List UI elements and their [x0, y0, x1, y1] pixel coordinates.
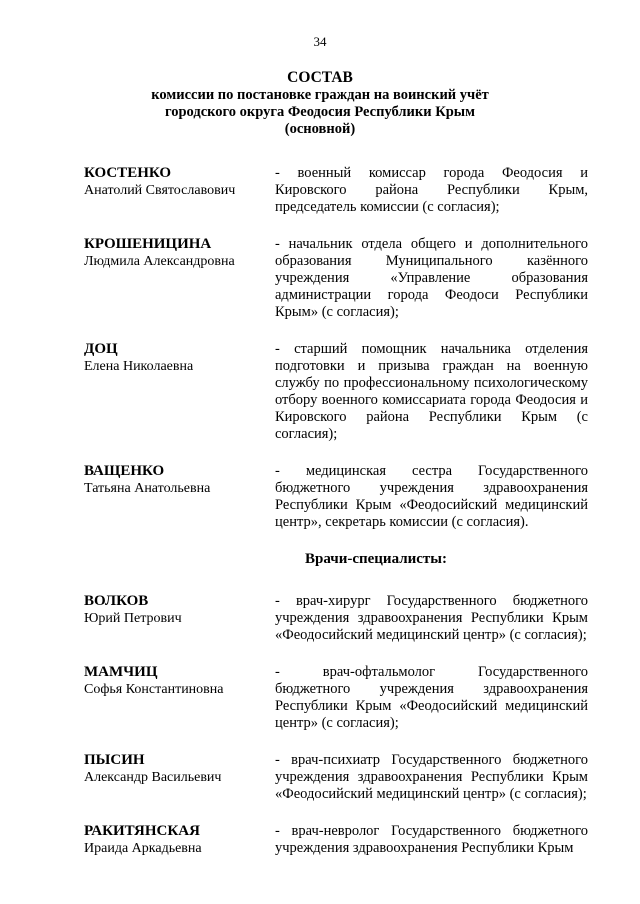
member-entry — [84, 165, 588, 216]
member-role: - врач-офтальмолог Государственного бюджетного учреждения здравоохранения Республики Крым «Феодосийский медицинский центр» (с согласия); — [275, 664, 588, 731]
commission-members-list — [84, 165, 588, 877]
document-title: СОСТАВ — [287, 69, 353, 86]
member-entry — [84, 593, 588, 644]
member-entry — [84, 664, 588, 732]
section-heading-specialists: Врачи-специалисты: — [304, 551, 447, 567]
member-name — [84, 236, 269, 321]
member-entry — [84, 823, 588, 857]
member-given-name: Анатолий Святославович — [84, 183, 236, 198]
member-surname: РАКИТЯНСКАЯ — [84, 823, 200, 839]
member-name — [84, 463, 269, 531]
member-role: - старший помощник начальника отделения подготовки и призыва граждан на военную службу по профессиональному психологическому отбору военного комиссариата города Феодосия и Кировского района Республики Крым (с согласия); — [275, 341, 588, 442]
member-surname: ВАЩЕНКО — [84, 463, 165, 479]
member-surname: ДОЦ — [84, 341, 118, 357]
member-given-name: Елена Николаевна — [84, 359, 194, 374]
member-given-name: Юрий Петрович — [84, 611, 182, 626]
title-line-1: комиссии по постановке граждан на воинский учёт — [151, 87, 489, 103]
member-name — [84, 341, 269, 443]
member-role: - медицинская сестра Государственного бюджетного учреждения здравоохранения Республики Крым «Феодосийский медицинский центр», секретарь комиссии (с согласия). — [275, 463, 588, 530]
member-entry — [84, 463, 588, 531]
member-role: - врач-невролог Государственного бюджетного учреждения здравоохранения Республики Крым — [275, 823, 588, 856]
member-role: - врач-психиатр Государственного бюджетного учреждения здравоохранения Республики Крым «Феодосийский медицинский центр» (с согласия); — [275, 752, 588, 802]
member-role: - врач-хирург Государственного бюджетного учреждения здравоохранения Республики Крым «Феодосийский медицинский центр» (с согласия); — [275, 593, 588, 643]
document-title-block — [0, 68, 640, 138]
member-given-name: Татьяна Анатольевна — [84, 481, 211, 496]
member-name — [84, 752, 269, 803]
member-name — [84, 823, 269, 857]
member-surname: КОСТЕНКО — [84, 165, 172, 181]
member-role: - начальник отдела общего и дополнительного образования Муниципального казённого учреждения «Управление образования администрации города Феодоси Республики Крым» (с согласия); — [275, 236, 588, 320]
member-entry — [84, 752, 588, 803]
member-surname: ПЫСИН — [84, 752, 145, 768]
member-entry — [84, 341, 588, 443]
member-role: - военный комиссар города Феодосия и Кировского района Республики Крым, председатель комиссии (с согласия); — [275, 165, 588, 215]
title-line-2: городского округа Феодосия Республики Крым — [164, 104, 476, 120]
member-given-name: Ираида Аркадьевна — [84, 841, 202, 856]
member-name — [84, 165, 269, 216]
member-entry — [84, 236, 588, 321]
page-number: 34 — [313, 34, 327, 49]
member-given-name: Александр Васильевич — [84, 770, 222, 785]
member-surname: ВОЛКОВ — [84, 593, 149, 609]
member-surname: КРОШЕНИЦИНА — [84, 236, 212, 252]
member-name — [84, 593, 269, 644]
member-surname: МАМЧИЦ — [84, 664, 158, 680]
member-name — [84, 664, 269, 732]
member-given-name: Софья Константиновна — [84, 682, 224, 697]
title-line-3: (основной) — [284, 121, 356, 137]
member-given-name: Людмила Александровна — [84, 254, 235, 269]
